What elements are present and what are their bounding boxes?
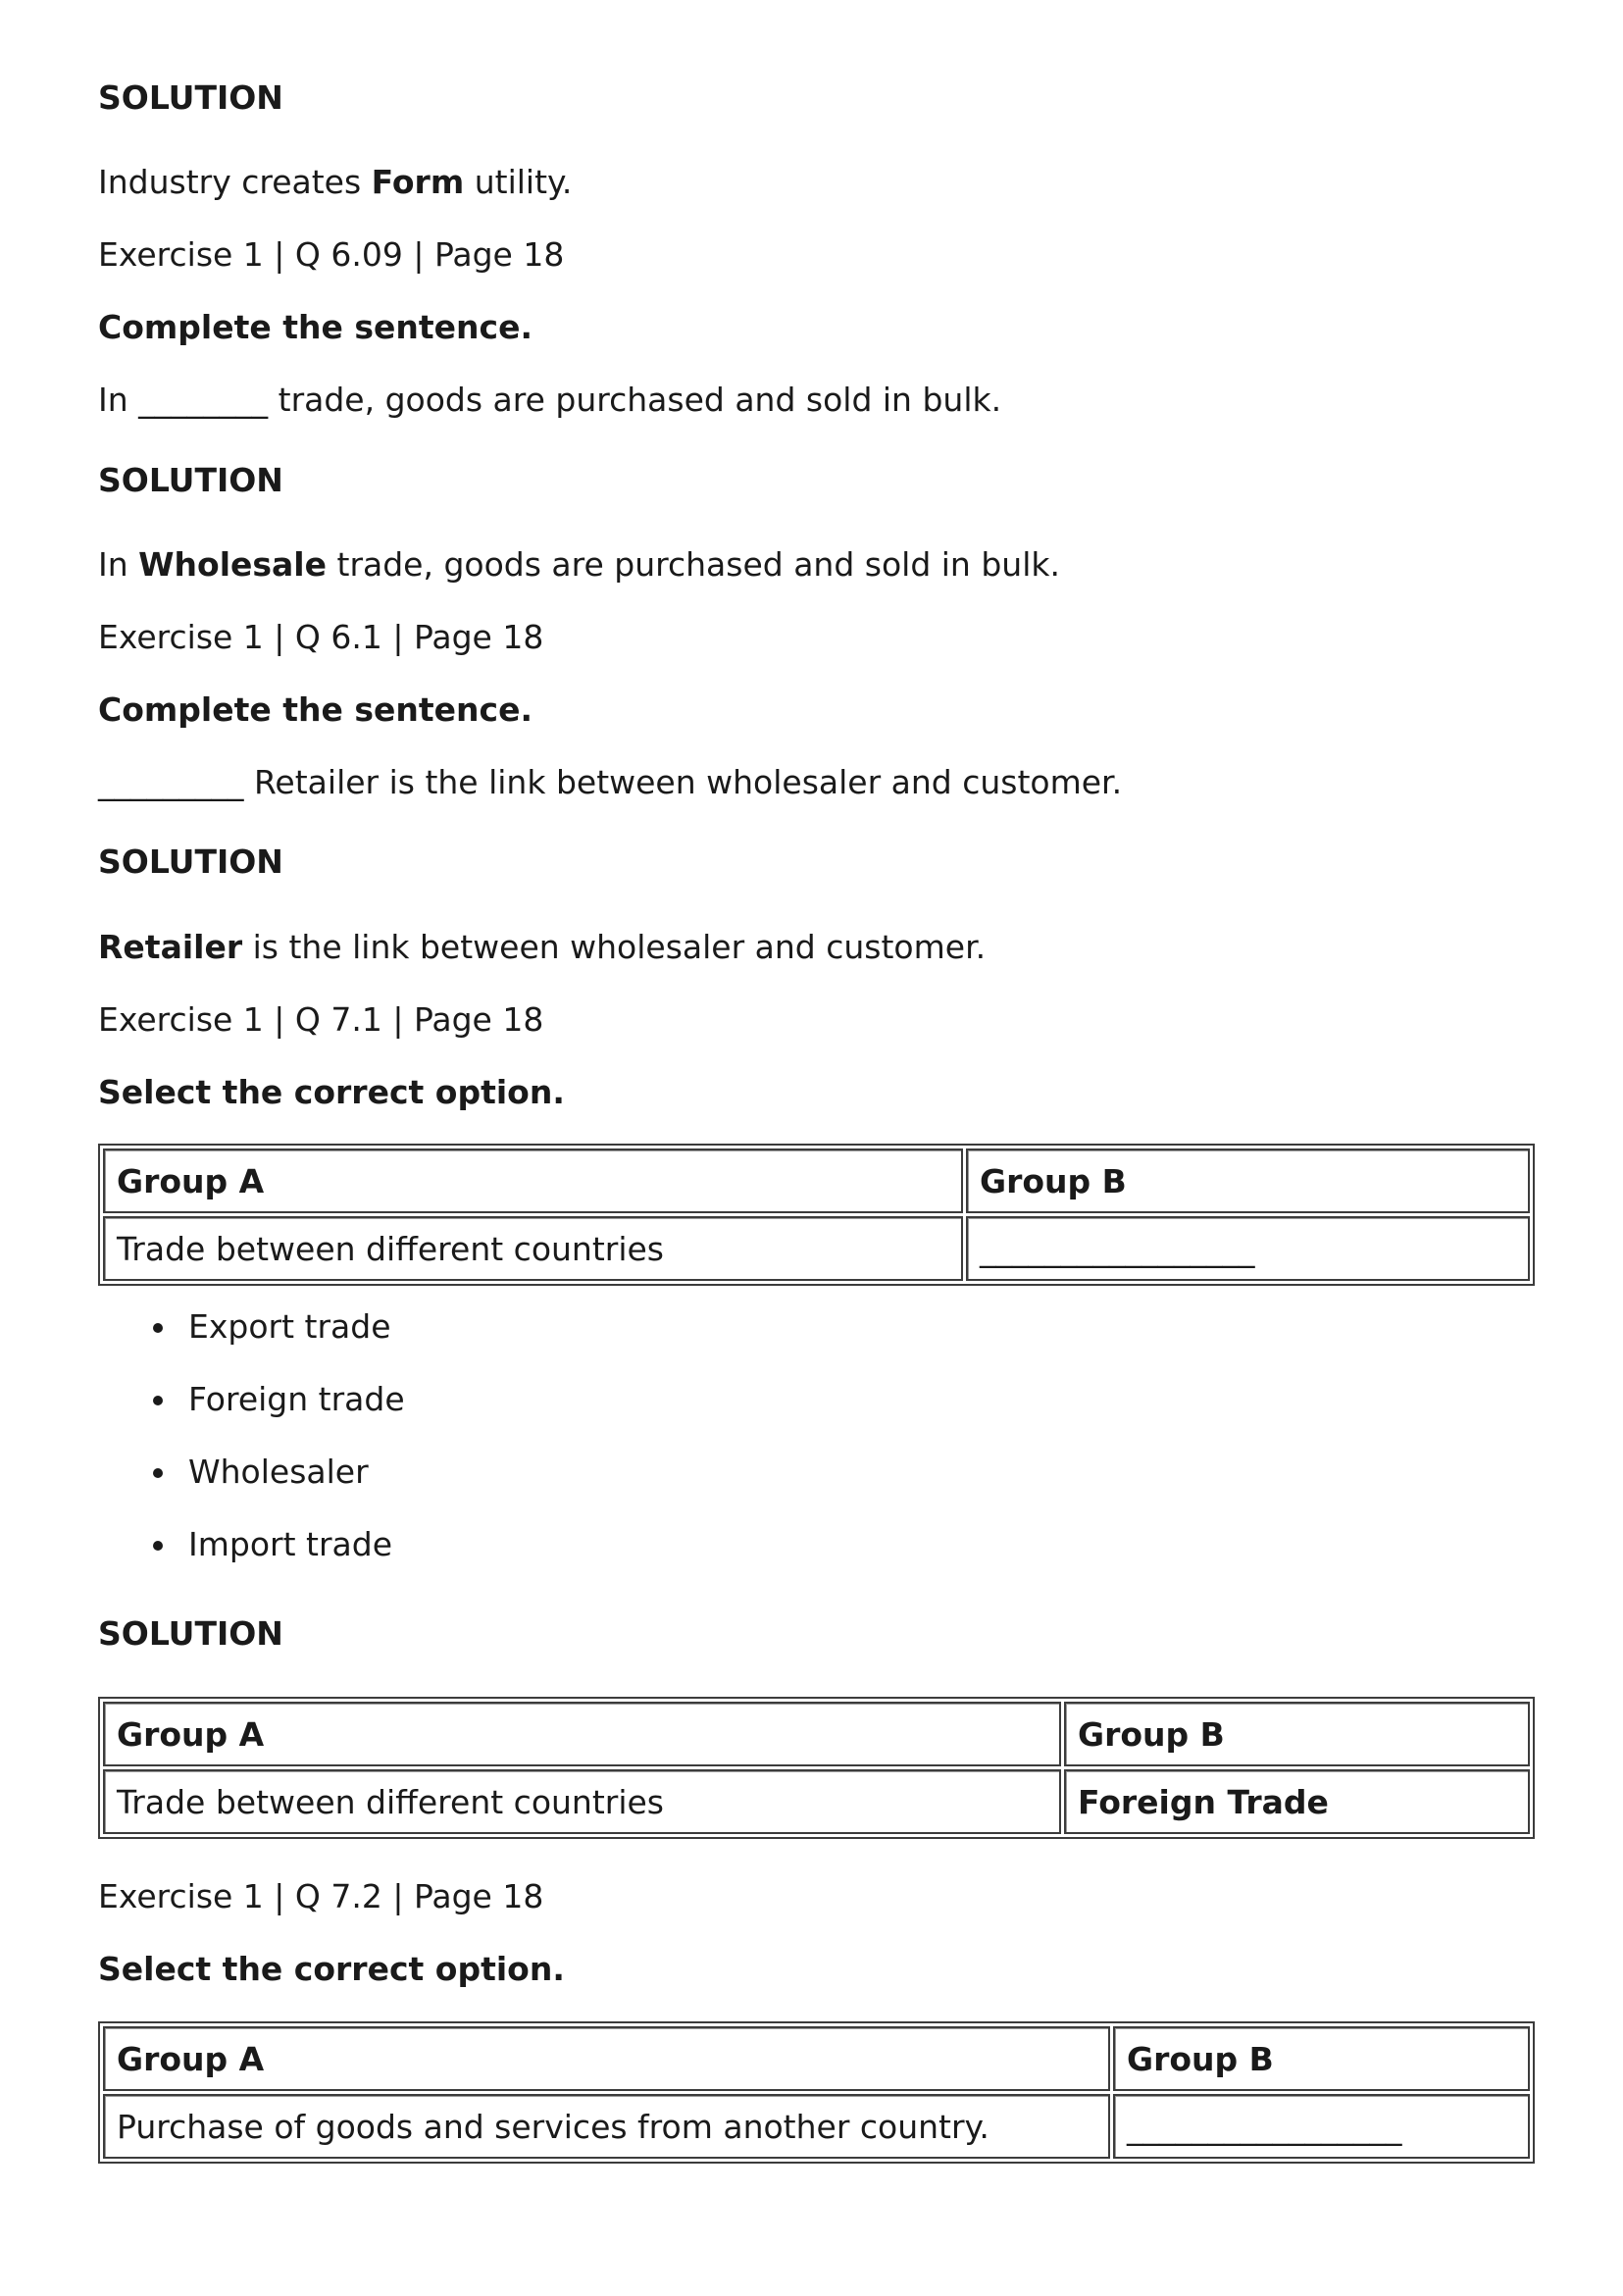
bullet-icon [153, 1396, 163, 1405]
list-item: Export trade [98, 1307, 405, 1380]
question-text: In ________ trade, goods are purchased and sold in bulk. [98, 381, 1002, 419]
list-item: Wholesaler [98, 1453, 405, 1525]
options-list [98, 1307, 405, 1598]
exercise-reference: Exercise 1 | Q 7.1 | Page 18 [98, 1000, 544, 1039]
list-item: Import trade [98, 1525, 405, 1598]
table-cell-blank: _________________ [1113, 2094, 1530, 2159]
solution-table [98, 1697, 1535, 1839]
table-row [103, 2094, 1530, 2159]
table-header-cell: Group A [103, 2026, 1110, 2091]
table-row [103, 1216, 1530, 1281]
table-header-cell: Group A [103, 1702, 1061, 1766]
bullet-icon [153, 1541, 163, 1551]
table-header-cell: Group B [1113, 2026, 1530, 2091]
question-instruction: Select the correct option. [98, 1073, 565, 1111]
question-instruction: Select the correct option. [98, 1950, 565, 1988]
solution-answer: Industry creates Form utility. [98, 163, 573, 201]
table-header-row [103, 2026, 1530, 2091]
table-cell-answer: Foreign Trade [1064, 1769, 1530, 1834]
question-table [98, 2021, 1535, 2164]
table-header-cell: Group B [1064, 1702, 1530, 1766]
table-header-cell: Group A [103, 1148, 963, 1213]
exercise-reference: Exercise 1 | Q 6.09 | Page 18 [98, 235, 565, 274]
question-text: _________ Retailer is the link between wholesaler and customer. [98, 763, 1123, 801]
solution-heading: SOLUTION [98, 842, 283, 881]
table-row [103, 1769, 1530, 1834]
exercise-reference: Exercise 1 | Q 6.1 | Page 18 [98, 618, 544, 656]
solution-heading: SOLUTION [98, 1614, 283, 1653]
solution-heading: SOLUTION [98, 78, 283, 117]
question-table [98, 1144, 1535, 1286]
table-cell: Trade between different countries [103, 1216, 963, 1281]
exercise-reference: Exercise 1 | Q 7.2 | Page 18 [98, 1877, 544, 1915]
solution-answer: Retailer is the link between wholesaler and customer. [98, 928, 987, 966]
bullet-icon [153, 1468, 163, 1478]
table-cell: Trade between different countries [103, 1769, 1061, 1834]
table-header-row [103, 1702, 1530, 1766]
solution-answer: In Wholesale trade, goods are purchased and sold in bulk. [98, 545, 1060, 584]
question-instruction: Complete the sentence. [98, 308, 533, 346]
table-header-cell: Group B [966, 1148, 1530, 1213]
table-cell: Purchase of goods and services from another country. [103, 2094, 1110, 2159]
table-header-row [103, 1148, 1530, 1213]
table-cell-blank: _________________ [966, 1216, 1530, 1281]
question-instruction: Complete the sentence. [98, 690, 533, 729]
list-item: Foreign trade [98, 1380, 405, 1453]
bullet-icon [153, 1323, 163, 1333]
solution-heading: SOLUTION [98, 461, 283, 499]
